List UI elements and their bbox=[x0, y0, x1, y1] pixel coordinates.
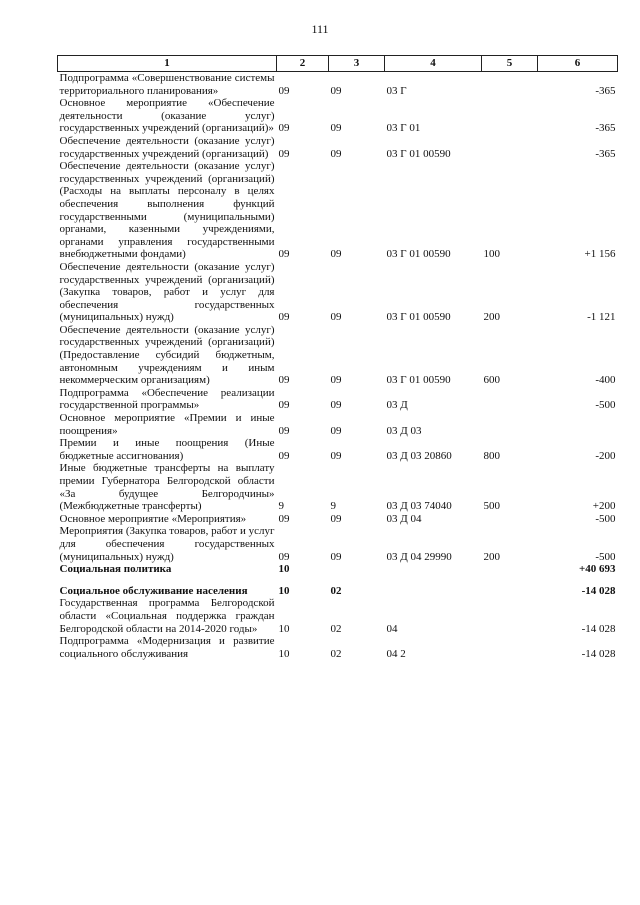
row-amount-cell: +40 693 bbox=[578, 563, 616, 576]
row-subsection-cell: 9 bbox=[330, 500, 336, 513]
row-section-cell: 10 bbox=[278, 647, 290, 660]
row-amount-cell: -365 bbox=[595, 122, 616, 135]
table-row bbox=[58, 563, 618, 576]
row-expense-type-cell: 800 bbox=[483, 449, 500, 462]
header-col-4: 4 bbox=[385, 56, 482, 72]
row-section-cell: 09 bbox=[278, 399, 290, 412]
row-section-cell: 09 bbox=[278, 248, 290, 261]
row-name-cell: Социальное обслуживание населения bbox=[59, 584, 248, 597]
row-target-article-cell: 03 Г 01 00590 bbox=[386, 311, 451, 324]
row-section-cell: 10 bbox=[278, 563, 290, 576]
row-expense-type-cell: 200 bbox=[483, 311, 500, 324]
row-section-cell: 9 bbox=[278, 500, 284, 513]
row-section-cell: 09 bbox=[278, 84, 290, 97]
row-subsection-cell: 09 bbox=[330, 424, 342, 437]
row-target-article-cell: 03 Д 03 bbox=[386, 424, 422, 437]
row-target-article-cell: 03 Г 01 00590 bbox=[386, 248, 451, 261]
row-subsection-cell: 02 bbox=[330, 622, 342, 635]
row-expense-type-cell: 200 bbox=[483, 550, 500, 563]
row-section-cell: 10 bbox=[278, 622, 290, 635]
row-target-article-cell: 03 Д 04 29990 bbox=[386, 550, 452, 563]
row-target-article-cell: 03 Д 04 bbox=[386, 512, 422, 525]
row-expense-type-cell bbox=[482, 97, 538, 135]
table-row bbox=[58, 437, 618, 462]
row-subsection-cell: 09 bbox=[330, 550, 342, 563]
table-row bbox=[58, 576, 618, 598]
table-row bbox=[58, 387, 618, 412]
row-subsection-cell bbox=[329, 563, 385, 576]
row-subsection-cell: 02 bbox=[330, 647, 342, 660]
row-amount-cell: -14 028 bbox=[581, 622, 616, 635]
row-amount-cell: -500 bbox=[595, 512, 616, 525]
row-expense-type-cell bbox=[482, 387, 538, 412]
row-expense-type-cell bbox=[482, 635, 538, 660]
row-expense-type-cell bbox=[482, 72, 538, 98]
row-name-cell: Обеспечение деятельности (оказание услуг) государственных учреждений (организаций) (Закупка товаров, работ и услуг для обеспечения государственных (муниципальных) нужд) bbox=[59, 260, 275, 324]
row-section-cell: 09 bbox=[278, 512, 290, 525]
row-expense-type-cell bbox=[482, 563, 538, 576]
row-target-article-cell: 03 Г bbox=[386, 84, 407, 97]
row-target-article-cell: 03 Д 03 20860 bbox=[386, 449, 452, 462]
row-section-cell: 09 bbox=[278, 550, 290, 563]
table-row bbox=[58, 97, 618, 135]
row-name-cell: Основное мероприятие «Обеспечение деятельности (оказание услуг) государственных учреждений (организаций)» bbox=[59, 97, 275, 135]
row-name-cell: Мероприятия (Закупка товаров, работ и услуг для обеспечения государственных (муниципальных) нужд) bbox=[59, 525, 275, 563]
row-target-article-cell bbox=[385, 576, 482, 598]
header-col-2: 2 bbox=[277, 56, 329, 72]
row-subsection-cell: 09 bbox=[330, 122, 342, 135]
row-subsection-cell: 09 bbox=[330, 248, 342, 261]
row-amount-cell: -500 bbox=[595, 550, 616, 563]
row-section-cell: 10 bbox=[278, 584, 290, 597]
row-name-cell: Подпрограмма «Совершенствование системы территориального планирования» bbox=[59, 72, 275, 97]
row-target-article-cell: 04 bbox=[386, 622, 398, 635]
row-name-cell: Социальная политика bbox=[59, 563, 172, 576]
table-row bbox=[58, 462, 618, 512]
header-col-3: 3 bbox=[329, 56, 385, 72]
row-target-article-cell: 03 Г 01 00590 bbox=[386, 374, 451, 387]
table-row bbox=[58, 324, 618, 387]
table-row bbox=[58, 412, 618, 437]
row-name-cell: Иные бюджетные трансферты на выплату премии Губернатора Белгородской области «За будущее Белгородчины» (Межбюджетные трансферты) bbox=[59, 462, 275, 513]
row-expense-type-cell bbox=[482, 576, 538, 598]
table-row bbox=[58, 513, 618, 526]
row-name-cell: Обеспечение деятельности (оказание услуг) государственных учреждений (организаций) (Расходы на выплаты персоналу в целях обеспечения выполнения функций государственными (муниципальными) органами, казенными учреждениями, органами управления государственными внебюджетными фондами) bbox=[59, 160, 275, 261]
row-name-cell: Подпрограмма «Обеспечение реализации государственной программы» bbox=[59, 386, 275, 412]
row-target-article-cell: 04 2 bbox=[386, 647, 406, 660]
table-row bbox=[58, 635, 618, 660]
row-subsection-cell: 02 bbox=[330, 584, 342, 597]
row-subsection-cell: 09 bbox=[330, 399, 342, 412]
row-section-cell: 09 bbox=[278, 147, 290, 160]
row-subsection-cell: 09 bbox=[330, 147, 342, 160]
row-name-cell: Подпрограмма «Модернизация и развитие социального обслуживания bbox=[59, 635, 275, 660]
table-row bbox=[58, 597, 618, 635]
table-row bbox=[58, 261, 618, 324]
row-section-cell: 09 bbox=[278, 449, 290, 462]
table-header-row bbox=[58, 56, 618, 72]
row-name-cell: Государственная программа Белгородской области «Социальная поддержка граждан Белгородской области на 2014-2020 годы» bbox=[59, 597, 275, 635]
row-expense-type-cell bbox=[482, 513, 538, 526]
row-name-cell: Обеспечение деятельности (оказание услуг) государственных учреждений (организаций) bbox=[59, 134, 275, 160]
row-amount-cell: -1 121 bbox=[587, 311, 616, 324]
row-name-cell: Обеспечение деятельности (оказание услуг) государственных учреждений (организаций) (Предоставление субсидий бюджетным, автономным учреждениям и иным некоммерческим организациям) bbox=[59, 323, 275, 387]
table-row bbox=[58, 135, 618, 160]
table-row bbox=[58, 525, 618, 563]
row-section-cell: 09 bbox=[278, 122, 290, 135]
row-amount-cell bbox=[538, 412, 618, 437]
row-subsection-cell: 09 bbox=[330, 512, 342, 525]
header-col-6: 6 bbox=[538, 56, 618, 72]
row-target-article-cell: 03 Д bbox=[386, 399, 408, 412]
row-expense-type-cell bbox=[482, 597, 538, 635]
row-target-article-cell bbox=[385, 563, 482, 576]
row-expense-type-cell bbox=[482, 412, 538, 437]
row-name-cell: Премии и иные поощрения (Иные бюджетные ассигнования) bbox=[59, 437, 275, 462]
row-amount-cell: -200 bbox=[595, 449, 616, 462]
table-row bbox=[58, 160, 618, 261]
row-amount-cell: -14 028 bbox=[581, 584, 616, 597]
row-amount-cell: -400 bbox=[595, 374, 616, 387]
row-amount-cell: -365 bbox=[595, 84, 616, 97]
row-section-cell: 09 bbox=[278, 424, 290, 437]
row-expense-type-cell: 600 bbox=[483, 374, 500, 387]
row-section-cell: 09 bbox=[278, 374, 290, 387]
header-col-5: 5 bbox=[482, 56, 538, 72]
row-subsection-cell: 09 bbox=[330, 374, 342, 387]
row-amount-cell: +200 bbox=[592, 500, 616, 513]
row-expense-type-cell: 100 bbox=[483, 248, 500, 261]
row-amount-cell: -365 bbox=[595, 147, 616, 160]
row-target-article-cell: 03 Г 01 bbox=[386, 122, 421, 135]
row-expense-type-cell bbox=[482, 135, 538, 160]
row-expense-type-cell: 500 bbox=[483, 500, 500, 513]
row-target-article-cell: 03 Г 01 00590 bbox=[386, 147, 451, 160]
budget-table bbox=[57, 55, 618, 660]
table-row bbox=[58, 72, 618, 98]
row-subsection-cell: 09 bbox=[330, 311, 342, 324]
row-subsection-cell: 09 bbox=[330, 449, 342, 462]
table-body bbox=[58, 72, 618, 661]
row-target-article-cell: 03 Д 03 74040 bbox=[386, 500, 452, 513]
row-amount-cell: -500 bbox=[595, 399, 616, 412]
row-name-cell: Основное мероприятие «Мероприятия» bbox=[59, 512, 247, 525]
row-amount-cell: +1 156 bbox=[584, 248, 616, 261]
row-name-cell: Основное мероприятие «Премии и иные поощрения» bbox=[59, 412, 275, 437]
row-section-cell: 09 bbox=[278, 311, 290, 324]
header-col-1: 1 bbox=[58, 56, 277, 72]
page-number: 111 bbox=[311, 22, 329, 36]
row-amount-cell: -14 028 bbox=[581, 647, 616, 660]
row-subsection-cell: 09 bbox=[330, 84, 342, 97]
